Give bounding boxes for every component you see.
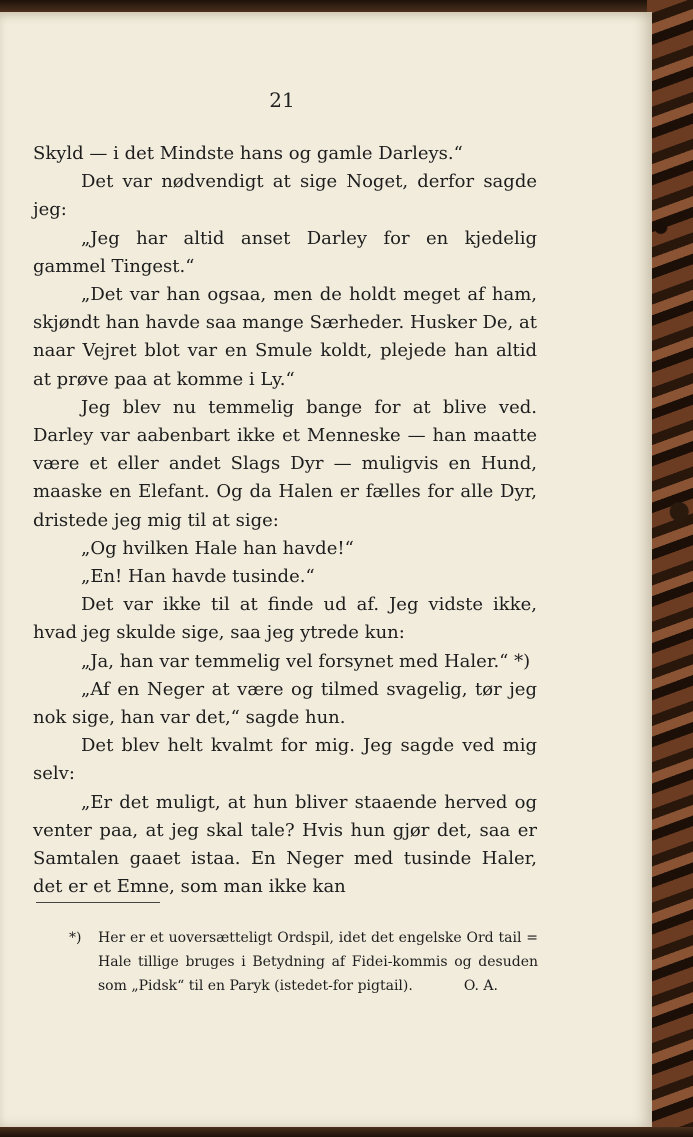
page-number: 21 [269, 88, 295, 112]
paragraph: „En! Han havde tusinde.“ [81, 566, 315, 588]
book-bottom-edge [0, 1127, 693, 1137]
footnote-marker: *) [69, 930, 82, 946]
paragraph: „Det var han ogsaa, men de holdt meget af ham, skjøndt han havde saa mange Særheder. Husker De, at naar Vejret blot var en Smule koldt, plejede han altid at prøve paa at komme i Ly.“ [33, 284, 537, 390]
paragraph: „Og hvilken Hale han havde!“ [81, 537, 354, 559]
paragraph: Det var nødvendigt at sige Noget, derfor sagde jeg: [33, 171, 537, 221]
book-page [0, 12, 652, 1127]
paragraph: Skyld — i det Mindste hans og gamle Darleys.“ [33, 143, 463, 164]
footnote-rule [36, 902, 160, 903]
footnote-signature: O. A. [463, 978, 498, 994]
paragraph: Jeg blev nu temmelig bange for at blive ved. Darley var aabenbart ikke et Menneske — han maatte være et eller andet Slags Dyr — muligvis en Hund, maaske en Elefant. Og da Halen er fælles for alle Dyr, dristede jeg mig til at sige: [33, 396, 537, 531]
paragraph: Det blev helt kvalmt for mig. Jeg sagde ved mig selv: [33, 735, 537, 785]
paragraph: Det var ikke til at finde ud af. Jeg vidste ikke, hvad jeg skulde sige, saa jeg ytrede kun: [33, 594, 537, 644]
paragraph: „Ja, han var temmelig vel forsynet med Haler.“ *) [81, 650, 531, 672]
body-text [33, 140, 537, 901]
book-top-edge [0, 0, 693, 12]
footnote [69, 926, 538, 998]
paragraph: „Jeg har altid anset Darley for en kjedelig gammel Tingest.“ [33, 227, 537, 277]
footnote-text: Her er et uoversætteligt Ordspil, idet det engelske Ord tail = Hale tillige bruges i Betydning af Fidei-kommis og desuden som „Pidsk“ til en Paryk (istedet-for pigtail). [98, 930, 538, 994]
paragraph: „Er det muligt, at hun bliver staaende herved og venter paa, at jeg skal tale? Hvis hun gjør det, saa er Samtalen gaaet istaa. En Neger med tusinde Haler, det er et Emne, som man ikke kan [33, 791, 537, 898]
paragraph: „Af en Neger at være og tilmed svagelig, tør jeg nok sige, han var det,“ sagde hun. [33, 678, 537, 729]
marbled-cover-edge [647, 0, 693, 1137]
